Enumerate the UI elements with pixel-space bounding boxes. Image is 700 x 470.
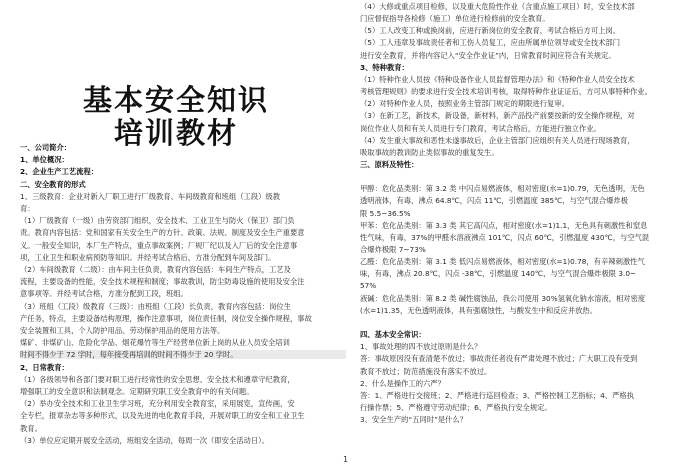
text-line: 答：1、严格进行交接班；2、严格进行巡回检查；3、严格控制工艺指标；4、严格执 <box>360 390 634 400</box>
text-line: 吸取事故的教训防止类似事故的重复发生。 <box>360 147 499 157</box>
text-line: 合爆炸极限 7~73% <box>360 245 426 254</box>
text-line: 性气味，有毒，37%的甲醛水溶液沸点 101℃，闪点 60℃，引燃温度 430℃，与空气混 <box>360 232 650 242</box>
page-number: 1 <box>343 455 349 464</box>
text-line: （5）工人改变工种或换岗前，应进行新岗位的安全教育，考试合格后方可上岗。 <box>360 26 621 36</box>
text-line: （2）车间级教育（二级）：由车间主任负责，教育内容包括：车间生产特点，工艺及 <box>20 265 291 274</box>
text-line: 1、三级教育：企业对新入厂职工进行厂级教育、车间级教育和班组（工段）级教 <box>20 191 281 201</box>
text-line: 透明液体，有毒，沸点 64.8℃，闪点 11℃，引燃温度 385℃，与空气混合爆炸极 <box>360 196 629 206</box>
text-line: (水=1)1.35，无色透明液体，具有强腐蚀性，与酸发生中和反应并放热。 <box>360 305 598 315</box>
text-line: （1）特种作业人员按《特种设备作业人员监督管理办法》和《特种作业人员安全技术 <box>360 74 635 84</box>
text-line: 3、安全生产的“五同时”是什么？ <box>360 415 468 425</box>
text-line: （4）大修或重点项目检修，以及重大危险性作业（含重点施工项目）时，安全技术部 <box>360 2 635 11</box>
text-line: 增强职工的安全意识和法制观念。定期研究职工安全教育中的有关问题。 <box>20 387 254 396</box>
section-heading: 2、日常教育： <box>20 362 69 372</box>
text-line: 教育。 <box>20 423 42 433</box>
text-line: 意事项等。并经考试合格，方准分配到工段，班组。 <box>20 289 188 299</box>
text-line: 教育不放过；防范措施没有落实不放过。 <box>360 366 492 376</box>
text-line: 甲醇：危化品类别：第 3.2 类 中闪点易燃液体，相对密度(水=1)0.79，无色透明，无色 <box>360 184 645 194</box>
text-line: 进行安全教育，并将内容记入“安全作业证”内，日常教育时间应符合有关规定。 <box>360 50 616 60</box>
document-title-line2: 培训教材 <box>113 116 238 150</box>
text-line: （1）各级领导和各部门要对职工进行经常性的安全思想、安全技术和遵章守纪教育， <box>20 374 295 384</box>
document-title-line1: 基本安全知识 <box>82 83 269 117</box>
text-line: 项，工业卫生和职业病预防等知识。并经考试合格后，方准分配到车间及部门。 <box>20 252 276 262</box>
text-line: 考核管理规则》的要求进行安全技术培训考核，取得特种作业证证后，方可从事特种作业。 <box>360 87 652 97</box>
text-line: 育： <box>20 204 35 213</box>
text-line: 味，有毒，沸点 20.8℃，闪点 -38℃，引燃温度 140℃，与空气混合爆炸极限 3.0~ <box>360 269 637 279</box>
text-line: 安全装置和工具，个人防护用品、劳动保护用品的使用方法等。 <box>20 326 225 335</box>
section-heading: 1、单位概况： <box>20 155 69 165</box>
section-heading: 一、公司简介： <box>20 143 72 152</box>
text-line: 答：事故原因没有查清楚不放过；事故责任者没有严肃处理不放过；广大职工没有受到 <box>360 354 638 364</box>
section-heading: 三、原料及特性： <box>360 159 419 169</box>
text-line: 岗位作业人员和有关人员进行专门教育，考试合格后，方能进行独立作业。 <box>360 123 601 133</box>
text-line: 限 5.5~36.5% <box>360 208 411 218</box>
text-line: 流程，主要设备的性能，安全技术规程和制度；事故教训，防尘防毒设施的使用及安全注 <box>20 277 305 287</box>
section-heading: 二、安全教育的形式 <box>20 179 86 189</box>
text-line: （3）在新工艺，新技术，新设备，新材料，新产品投产前要按新的安全操作规程，对 <box>360 111 635 121</box>
text-line: 甲苯：危化品类别：第 3.3 类 其它高闪点，相对密度(水=1)1.1，无色具有刺激性和窒息 <box>360 220 648 230</box>
text-line: （1）厂级教育（一级）由劳资部门组织，安全技术、工业卫生与防火（保卫）部门负 <box>20 216 295 226</box>
section-heading: 3、特种教育： <box>360 62 409 72</box>
section-heading: 四、基本安全常识： <box>360 330 426 340</box>
text-line: 时间不得少于 72 学时，每年接受再培训的时间不得少于 20 学时。 <box>20 350 346 359</box>
text-line: 液碱：危化品类别：第 8.2 类 碱性腐蚀品，我公司使用 30%氢氧化钠水溶液，相对密度 <box>360 293 646 303</box>
text-line: （4）发生重大事故和恶性未遂事故后，企业主管部门应组织有关人员进行现场教育， <box>360 135 635 145</box>
text-line: 产任务，特点，主要设备结构原理，操作注意事项，岗位责任制，岗位安全操作规程，事故 <box>20 313 312 323</box>
text-line: （5）工人违章及事故责任者和工伤人员复工，应由所属单位领导或安全技术部门 <box>360 38 621 48</box>
text-line: 57% <box>360 281 377 291</box>
text-line: 2、什么是操作工的六严？ <box>360 378 445 388</box>
text-line: 责。教育内容包括：党和国家有关安全生产的方针、政策、法规、制度及安全生产重要意 <box>20 228 305 238</box>
text-line: 1、事故处理的四不放过原则是什么？ <box>360 342 482 352</box>
text-line: （3）班组（工段）级教育（三级）：由班组（工段）长负责，教育内容包括：岗位生 <box>20 301 291 311</box>
text-line: （2）对特种作业人员，按照业务主管部门规定的期限进行复审。 <box>360 99 569 109</box>
text-line: 义。一般安全知识，本厂生产特点，重点事故案例；厂规厂纪以及入厂后的安全注意事 <box>20 240 298 250</box>
text-line: （3）单位应定期开展安全活动，班组安全活动，每周一次（即安全活动日）。 <box>20 435 270 445</box>
text-line: （2）举办安全技术和工业卫生学习班，充分利用安全教育室，采用展览，宣传画，安 <box>20 399 295 409</box>
text-line: 全专栏，报章杂志等多种形式，以及先进的电化教育手段，开展对职工的安全和工业卫生 <box>20 411 305 421</box>
text-line: 门应督促指导各检修（施工）单位进行检修前的安全教育。 <box>360 14 550 24</box>
text-line: 乙醛：危化品类别：第 3.1 类 低闪点易燃液体，相对密度(水=1)0.78，有辛辣刺激性气 <box>360 257 645 267</box>
text-line: 行操作票；5、严格遵守劳动纪律；6、严格执行安全规定。 <box>360 402 552 412</box>
text-line: 煤矿、非煤矿山、危险化学品、烟花爆竹等生产经营单位新上岗的从业人员安全培训 <box>20 338 290 348</box>
section-heading: 2、企业生产工艺流程： <box>20 167 99 177</box>
